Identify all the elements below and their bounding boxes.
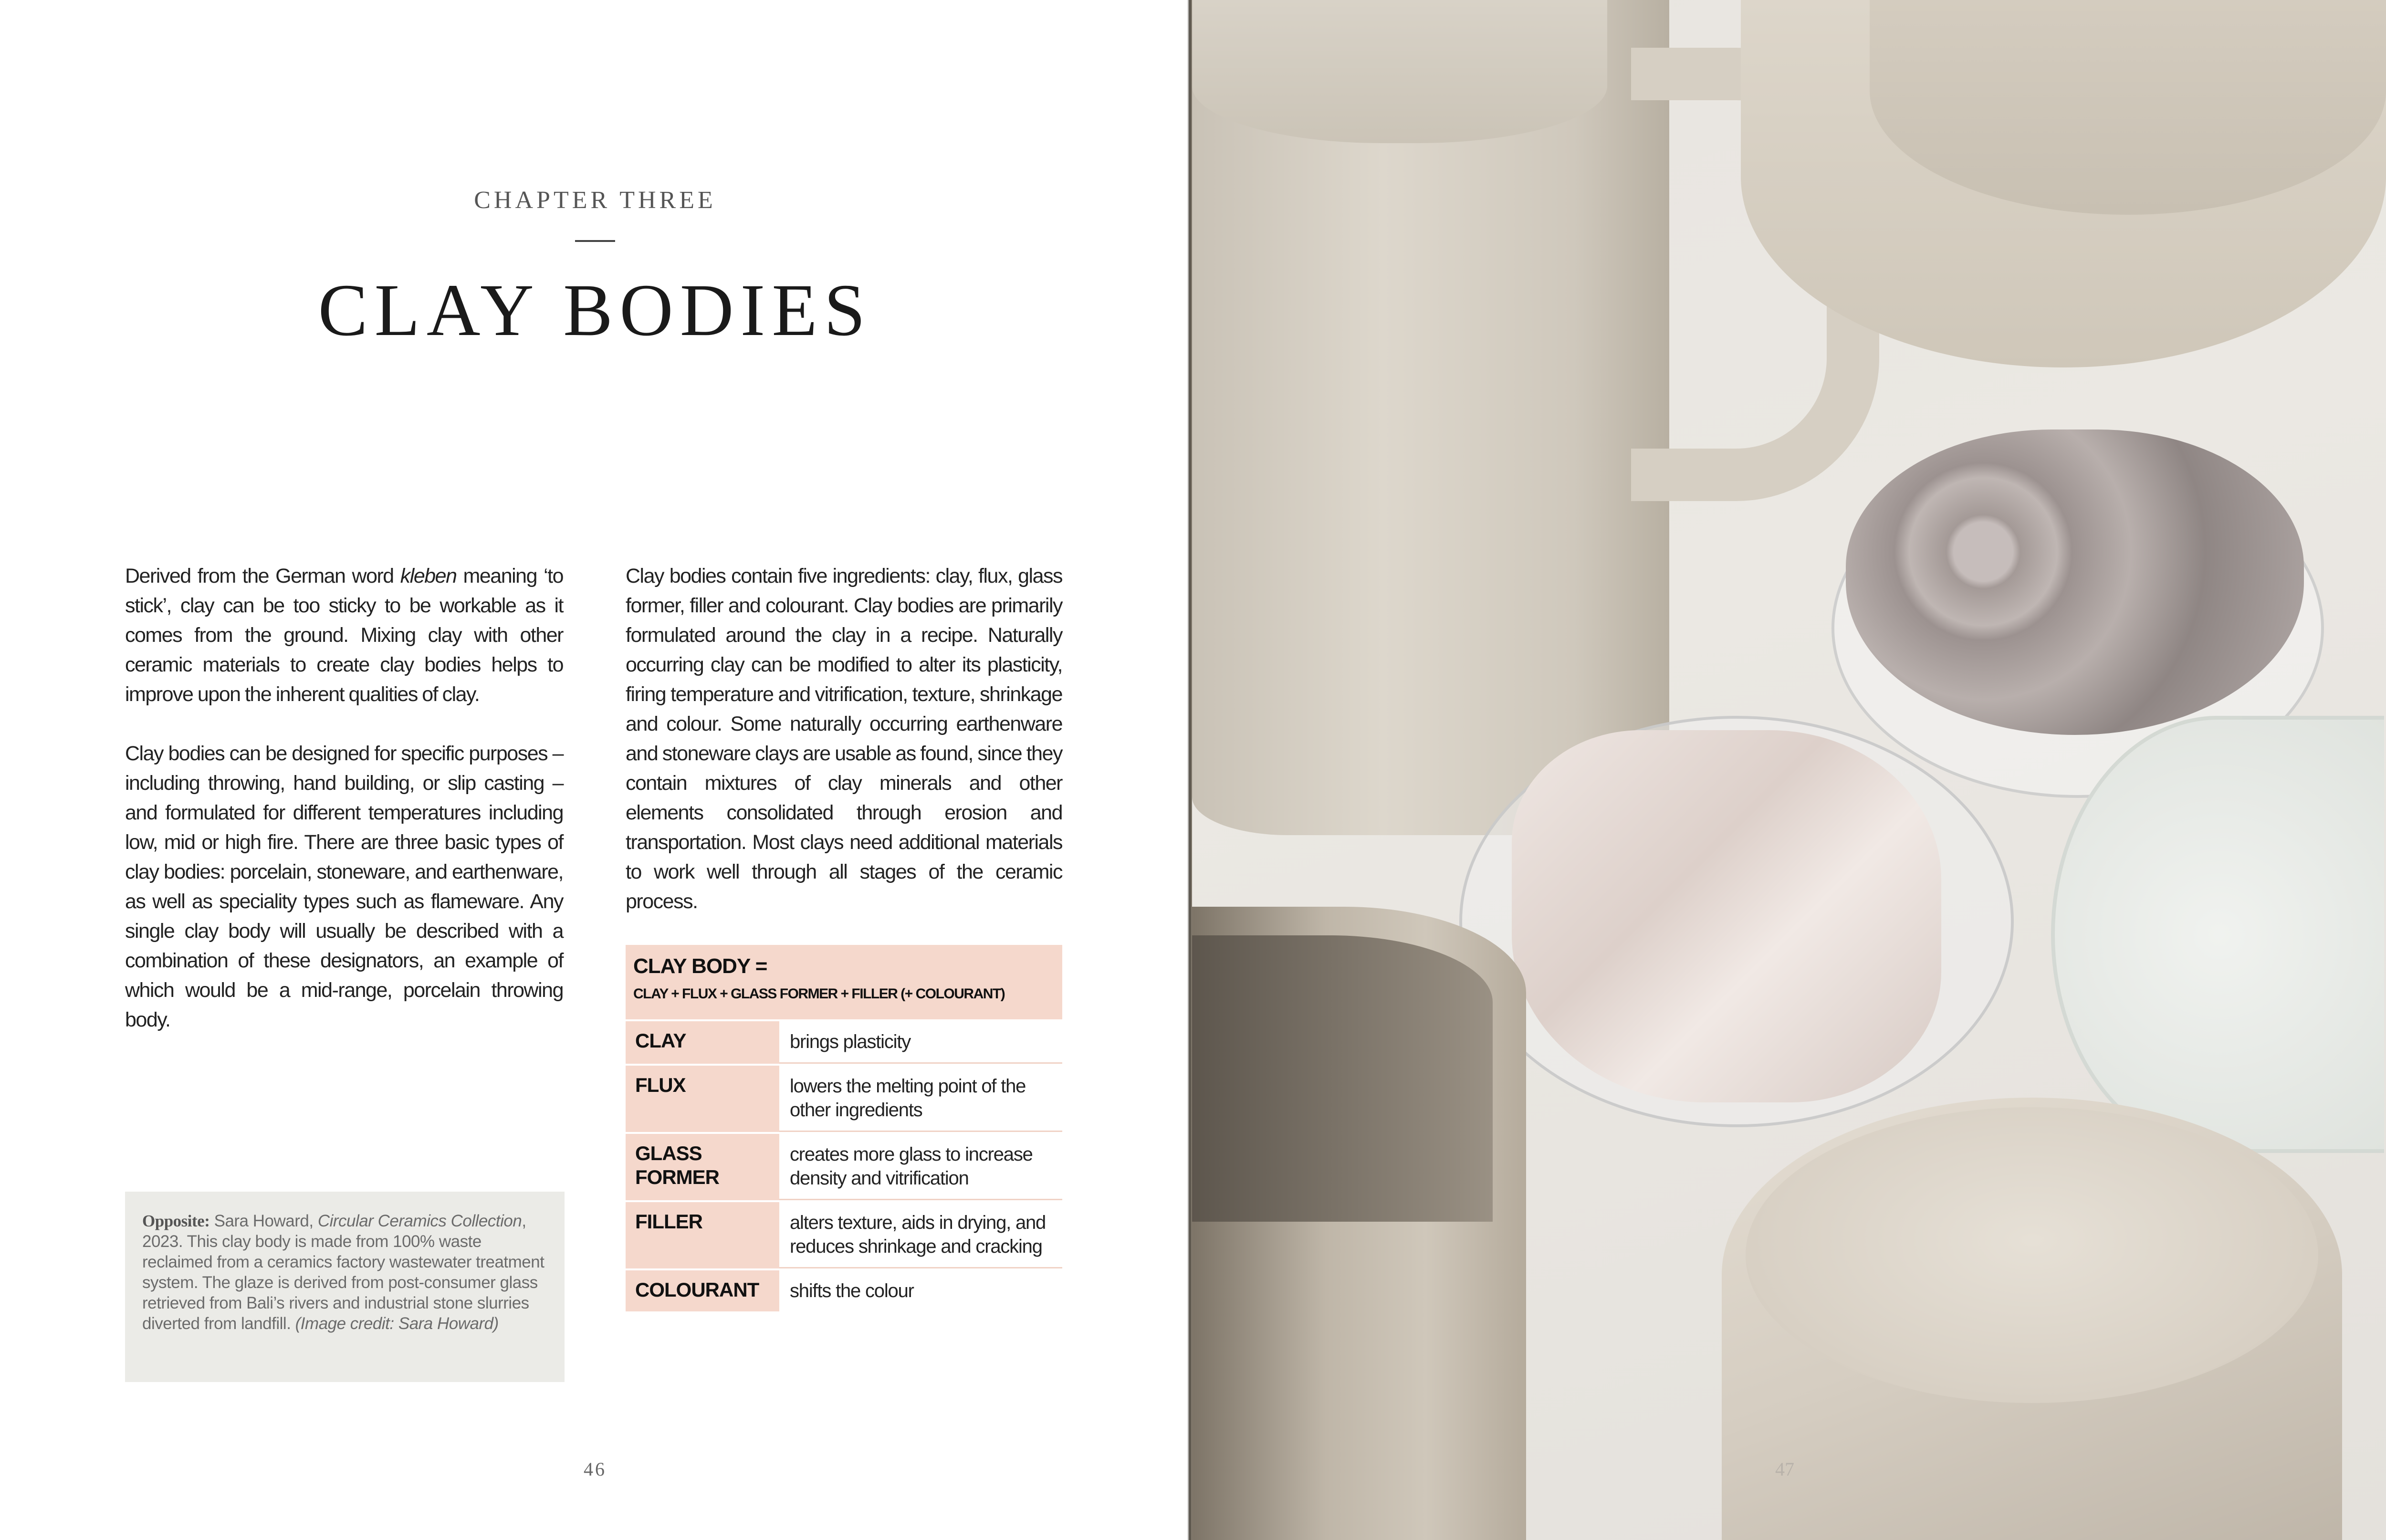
table-row [626,1064,1062,1132]
row-label: GLASS FORMER [626,1134,779,1200]
chapter-label: CHAPTER THREE [474,187,716,214]
table-row [626,1019,1062,1064]
table-row [626,1200,1062,1268]
row-desc: shifts the colour [790,1280,914,1301]
caption-artist: Sara Howard, [214,1212,314,1230]
cup-inside [1192,935,1493,1222]
italic-word: kleben [400,565,457,587]
ceramics-photo [1192,0,2386,1540]
caption-work: Circular Ceramics Collection [317,1212,522,1230]
row-label: COLOURANT [626,1270,779,1311]
row-desc: lowers the melting point of the other ingredients [779,1066,1062,1132]
table-row [626,1132,1062,1200]
glass-dish [2051,716,2384,1153]
caption-credit: (Image credit: Sara Howard) [295,1314,499,1333]
stone-chunks [1512,730,1941,1102]
row-label: FILLER [626,1202,779,1268]
row-label: FLUX [626,1066,779,1132]
jar-lid [1746,1107,2318,1403]
table-formula: CLAY + FLUX + GLASS FORMER + FILLER (+ COLOURANT) [633,986,1005,1002]
row-desc: creates more glass to increase density and vitrification [779,1134,1062,1200]
row-desc: brings plasticity [779,1021,1062,1064]
book-gutter [1187,0,1192,1540]
paragraph: Derived from the German word kleben meaning ‘to stick’, clay can be too sticky to be workable as it comes from the ground. Mixing clay with other ceramic materials to create clay bodies helps to improve upon the inherent qualities of clay. [125,565,563,706]
table-row [626,1268,1062,1311]
image-caption [125,1192,565,1382]
right-body-column [626,561,1062,1311]
ingredients-table [626,945,1062,1311]
caption-lead: Opposite: [142,1212,210,1230]
divider [575,240,615,242]
page-number: 47 [1775,1458,1794,1480]
page-number: 46 [584,1458,607,1480]
row-label: CLAY [626,1021,779,1064]
crushed-clay [1846,430,2304,735]
paragraph: Clay bodies contain five ingredients: clay, flux, glass former, filler and colourant. Clay bodies are primarily formulated around the clay in a recipe. Naturally occurring clay can be modified to alter its plasticity, firing temperature and vitrification, texture, shrinkage and colour. Some naturally occurring earthenware and stoneware clays are usable as found, since they contain mixtures of clay minerals and other elements consolidated through erosion and transportation. Most clays need additional materials to work well through all stages of the ceramic process. [626,565,1062,913]
page-title: CLAY BODIES [318,269,872,351]
paragraph: Clay bodies can be designed for specific purposes – including throwing, hand building, or slip casting – and formulated for different temperatures including low, mid or high fire. There are three basic types of clay bodies: porcelain, stoneware, and earthenware, as well as speciality types such as flameware. Any single clay body will usually be described with a combination of these designators, an example of which would be a mid-range, porcelain throwing body. [125,742,563,1031]
left-body-column [125,561,563,1064]
mug-lid [1192,0,1607,143]
table-header [626,945,1062,1019]
table-heading: CLAY BODY = [633,954,767,978]
row-desc: alters texture, aids in drying, and reduces shrinkage and cracking [779,1202,1062,1268]
caption-body: , 2023. This clay body is made from 100% waste reclaimed from a ceramics factory wastewater treatment system. The glaze is derived from post-consumer glass retrieved from Bali’s rivers and industrial stone slurries diverted from landfill. [142,1212,544,1333]
